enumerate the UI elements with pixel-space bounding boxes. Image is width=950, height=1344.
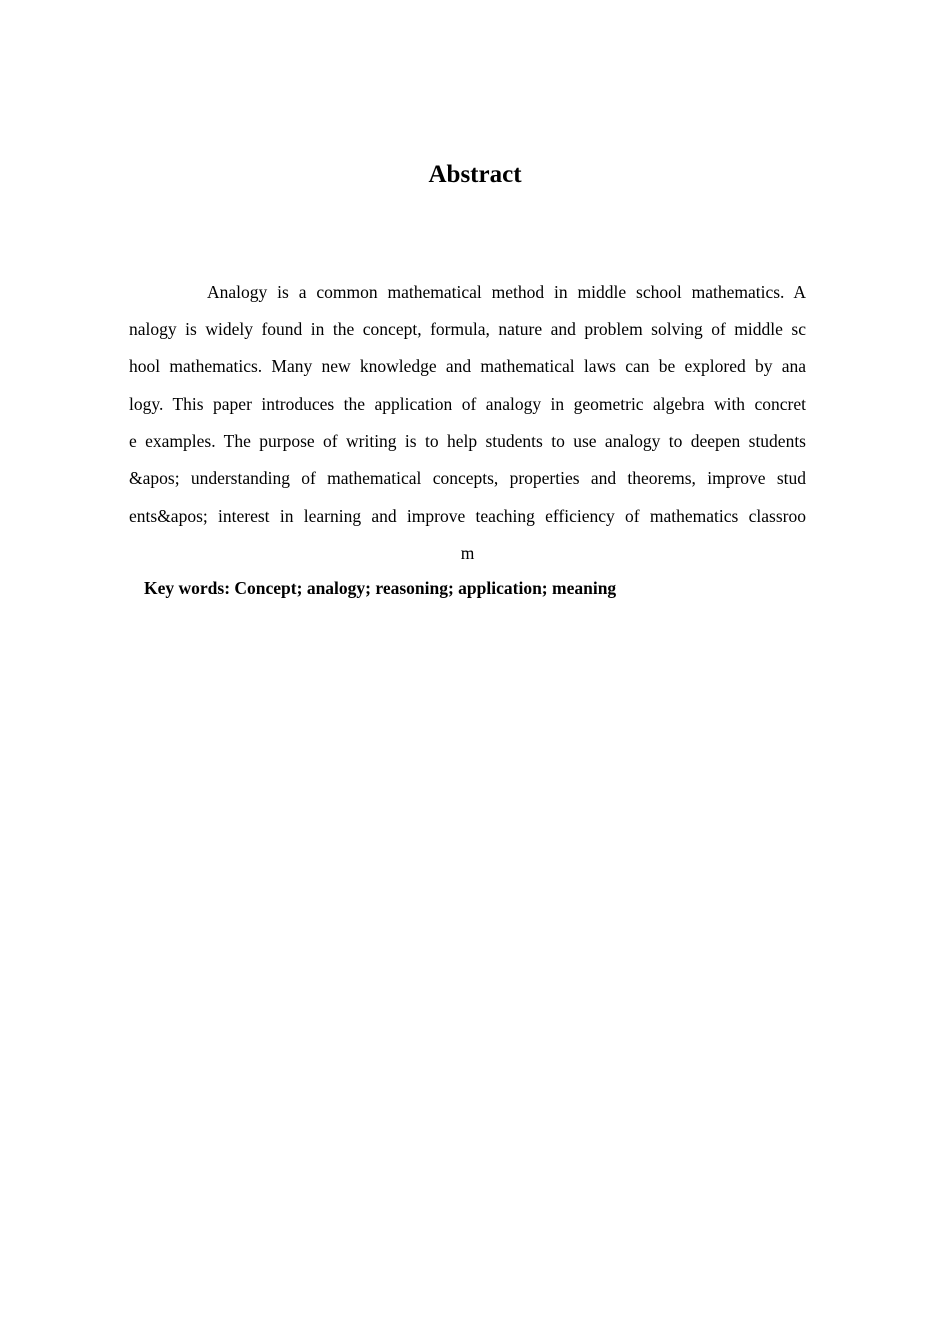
abstract-line: m xyxy=(460,543,475,563)
abstract-line: nalogy is widely found in the concept, formula, nature and problem solving of middle sc xyxy=(129,319,806,339)
keywords-line: Key words: Concept; analogy; reasoning; application; meaning xyxy=(144,578,617,598)
abstract-line: logy. This paper introduces the application of analogy in geometric algebra with concret xyxy=(129,394,806,414)
abstract-line: e examples. The purpose of writing is to help students to use analogy to deepen students xyxy=(129,431,806,451)
abstract-line: ents&apos; interest in learning and improve teaching efficiency of mathematics classroo xyxy=(129,506,806,526)
abstract-line: hool mathematics. Many new knowledge and mathematical laws can be explored by ana xyxy=(129,356,806,376)
abstract-line: &apos; understanding of mathematical concepts, properties and theorems, improve stud xyxy=(129,468,806,488)
abstract-title: Abstract xyxy=(428,161,522,188)
abstract-line: Analogy is a common mathematical method in middle school mathematics. A xyxy=(207,282,806,302)
